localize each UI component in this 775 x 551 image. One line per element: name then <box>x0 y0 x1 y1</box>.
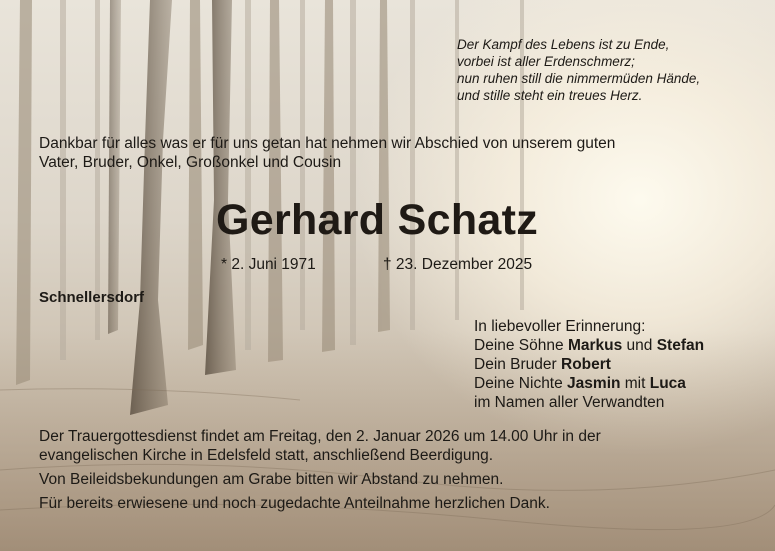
brother-name: Robert <box>561 356 611 373</box>
service-line: Der Trauergottesdienst findet am Freitag, den 2. Januar 2026 um 14.00 Uhr in der <box>39 428 601 445</box>
poem-line: nun ruhen still die nimmermüden Hände, <box>457 71 701 86</box>
deceased-name: Gerhard Schatz <box>216 196 539 244</box>
birth-date: * 2. Juni 1971 <box>221 256 316 273</box>
son-name: Stefan <box>656 337 705 354</box>
poem-line: und stille steht ein treues Herz. <box>457 88 643 103</box>
poem-line: vorbei ist aller Erdenschmerz; <box>457 54 635 69</box>
service-line: evangelischen Kirche in Edelsfeld statt, anschließend Beerdigung. <box>39 447 494 464</box>
family-closing: im Namen aller Verwandten <box>474 394 665 411</box>
family-signature <box>474 317 764 412</box>
intro-line: Dankbar für alles was er für uns getan hat nehmen wir Abschied von unserem guten <box>39 135 616 152</box>
intro-line: Vater, Bruder, Onkel, Großonkel und Cousin <box>39 154 342 171</box>
family-heading: In liebevoller Erinnerung: <box>474 318 646 335</box>
niece-prefix: Deine Nichte <box>474 375 568 392</box>
sons-join: und <box>622 337 657 354</box>
niece-partner-name: Luca <box>649 375 686 392</box>
family-sons <box>474 336 764 355</box>
sons-prefix: Deine Söhne <box>474 337 568 354</box>
intro-text <box>39 134 739 172</box>
place-name: Schnellersdorf <box>39 289 145 306</box>
condolences-notice: Von Beileidsbekundungen am Grabe bitten wir Abstand zu nehmen. <box>39 471 504 488</box>
thanks-notice: Für bereits erwiesene und noch zugedachte Anteilnahme herzlichen Dank. <box>39 495 550 512</box>
family-niece <box>474 374 764 393</box>
poem <box>457 36 757 104</box>
family-brother <box>474 355 764 374</box>
niece-join: mit <box>620 375 650 392</box>
brother-prefix: Dein Bruder <box>474 356 562 373</box>
poem-line: Der Kampf des Lebens ist zu Ende, <box>457 37 670 52</box>
service-notice <box>39 427 759 465</box>
death-date: † 23. Dezember 2025 <box>383 256 533 273</box>
niece-name: Jasmin <box>567 375 621 392</box>
son-name: Markus <box>567 337 623 354</box>
